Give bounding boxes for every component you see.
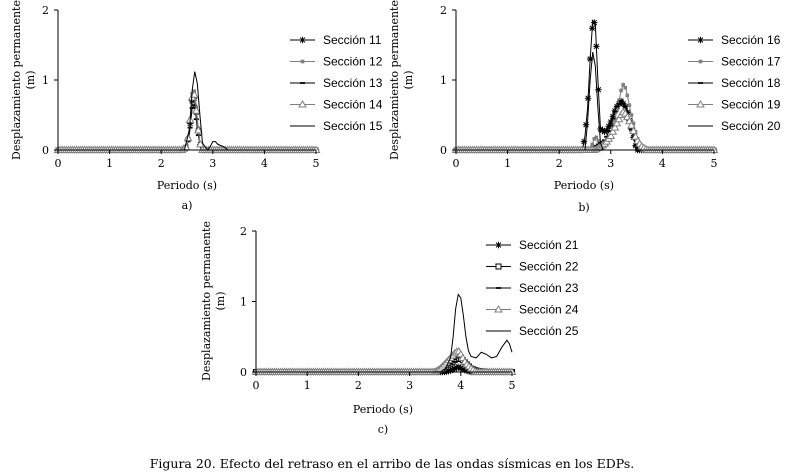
chart-c-x-axis-label: Periodo (s) [352,403,414,416]
figure-caption: Figura 20. Efecto del retraso en el arribo de las ondas sísmicas en los EDPs. [149,456,635,471]
chart-b-x-tick-label: 1 [504,157,512,170]
chart-a-legend-entry-1 [290,33,382,47]
chart-b-x-tick-label: 3 [607,157,615,170]
chart-c-y-tick-label: 1 [240,295,247,309]
chart-c-x-tick-label: 0 [252,379,260,392]
chart-c-x-tick-label: 3 [406,379,414,392]
chart-b-legend-entry-5 [688,119,781,133]
chart-b-y-axis-label-line1: Desplazamiento permanente [388,0,401,160]
chart-b-legend [688,33,781,133]
chart-b-panel-label: b) [578,201,590,214]
chart-a-series-3-point [196,134,201,136]
chart-b-legend-marker-2 [699,60,703,64]
chart-b-series-1-point [585,95,591,101]
chart-a-series-5 [58,72,316,150]
chart-b-series-3-point [614,106,619,108]
chart-a-legend [290,33,383,133]
chart-c-panel-label: c) [377,423,389,436]
chart-b-legend-label-3: Sección 18 [721,76,781,90]
chart-c-legend-entry-2 [486,260,579,274]
chart-b-series-2-point [623,86,627,90]
chart-a-x-tick-label: 5 [312,157,320,170]
chart-panel-a [10,0,383,212]
chart-b-y-tick-label: 2 [440,4,447,17]
chart-c-legend-entry-4 [486,303,579,317]
chart-a-series-5-line [58,72,316,150]
chart-a-y-tick-label: 0 [42,144,49,157]
chart-c-y-axis-label-line2: (m) [214,291,227,311]
chart-b-x-tick-label: 5 [710,157,718,170]
chart-b-y-axis-label-line2: (m) [402,70,415,90]
chart-a-x-tick-label: 0 [54,157,62,170]
chart-a-axes [42,4,320,170]
chart-a-y-tick-label: 1 [42,74,49,87]
chart-a-series-3-point [190,107,195,109]
chart-b-series-2-point [595,136,599,140]
chart-b-series-1-point [591,19,597,25]
chart-b-axes [440,4,718,170]
chart-a-x-axis-label: Periodo (s) [156,179,218,192]
chart-c-legend-marker-2 [496,264,501,269]
chart-b-series-3-point [621,103,626,105]
chart-c-x-tick-label: 2 [354,379,362,392]
chart-b-x-tick-label: 2 [555,157,563,170]
chart-a-legend-entry-4 [290,98,383,112]
chart-c-y-tick-label: 2 [240,225,247,238]
chart-a-x-tick-label: 1 [106,157,114,170]
chart-b-series-3-point [610,118,615,120]
chart-a-y-axis-label-line1: Desplazamiento permanente [10,0,23,160]
chart-b-series-2-point [628,103,632,107]
chart-c-x-tick-label: 4 [457,379,465,392]
chart-b-legend-marker-1 [697,37,703,43]
chart-b-series-1-point [589,25,595,31]
chart-a-y-tick-label: 2 [42,4,49,17]
chart-b-series-3-point [623,106,628,108]
chart-a-y-axis-label-line2: (m) [24,70,37,90]
chart-b-series-3-point [608,125,613,127]
chart-c-legend-label-4: Sección 24 [519,302,579,317]
chart-b-y-tick-label: 1 [440,74,447,87]
chart-panel-b [388,0,781,214]
chart-c-legend-entry-1 [486,238,579,252]
chart-c-x-tick-label: 5 [508,379,516,392]
chart-b-series-2-point [630,113,634,117]
chart-b-plot-area [453,19,718,153]
chart-b-series-1-line [456,21,714,151]
chart-b-x-tick-label: 4 [658,157,666,170]
chart-c-legend-label-1: Sección 21 [519,238,579,252]
chart-c-series-5 [256,294,512,372]
chart-a-series-3-point [194,118,199,120]
chart-a-legend-entry-5 [290,119,383,133]
chart-a-legend-entry-3 [290,76,383,90]
chart-b-x-tick-label: 0 [452,157,460,170]
chart-c-legend [486,238,579,338]
chart-b-series-1 [453,19,717,153]
chart-b-series-2-point [626,94,630,98]
chart-c-series-5-line [256,294,512,372]
chart-b-legend-entry-1 [688,33,781,47]
chart-a-plot-area [55,72,320,154]
chart-b-legend-label-5: Sección 20 [721,119,781,133]
chart-b-legend-entry-4 [688,98,781,112]
chart-a-legend-label-4: Sección 14 [323,97,383,112]
chart-a-legend-label-2: Sección 12 [323,54,383,69]
chart-a-legend-entry-2 [290,55,383,69]
chart-c-legend-entry-5 [486,324,579,338]
chart-c-x-tick-label: 1 [303,379,311,392]
chart-a-x-tick-label: 2 [157,157,165,170]
chart-b-series-1-point [593,43,599,49]
chart-c-legend-label-5: Sección 25 [519,324,579,338]
chart-c-legend-label-3: Sección 23 [519,281,579,295]
chart-a-x-tick-label: 3 [209,157,217,170]
chart-c-y-tick-label: 0 [240,366,247,379]
chart-b-legend-label-1: Sección 16 [721,33,781,47]
chart-b-series-2-point [619,89,623,93]
chart-c-legend-label-2: Sección 22 [519,259,579,274]
chart-b-series-3-point [612,111,617,113]
chart-a-x-tick-label: 4 [260,157,268,170]
chart-a-legend-label-1: Sección 11 [323,33,382,47]
chart-b-x-axis-label: Periodo (s) [553,179,615,192]
chart-a-legend-marker-3 [300,82,305,84]
chart-c-y-axis-label-line1: Desplazamiento permanente [200,221,213,381]
chart-c-legend-marker-1 [495,242,501,248]
chart-a-series-4 [55,91,320,152]
chart-b-series-1-point [583,122,589,128]
chart-c-legend-entry-3 [486,281,579,295]
chart-a-legend-marker-2 [301,60,305,64]
chart-b-series-3-point [619,100,624,102]
chart-b-legend-marker-3 [698,82,703,84]
chart-a-legend-marker-1 [299,37,305,43]
chart-b-legend-entry-2 [688,55,781,69]
chart-b-legend-label-2: Sección 17 [721,54,781,69]
chart-panel-c [200,221,579,436]
chart-b-y-tick-label: 0 [440,144,447,157]
chart-c-series-4 [253,348,516,374]
chart-a-legend-label-5: Sección 15 [323,119,383,133]
chart-b-legend-entry-3 [688,76,781,90]
chart-c-legend-marker-3 [496,287,501,289]
chart-a-panel-label: a) [181,199,193,212]
chart-c-plot-area [253,294,516,375]
chart-a-legend-label-3: Sección 13 [323,76,383,90]
chart-b-legend-label-4: Sección 19 [721,97,781,112]
